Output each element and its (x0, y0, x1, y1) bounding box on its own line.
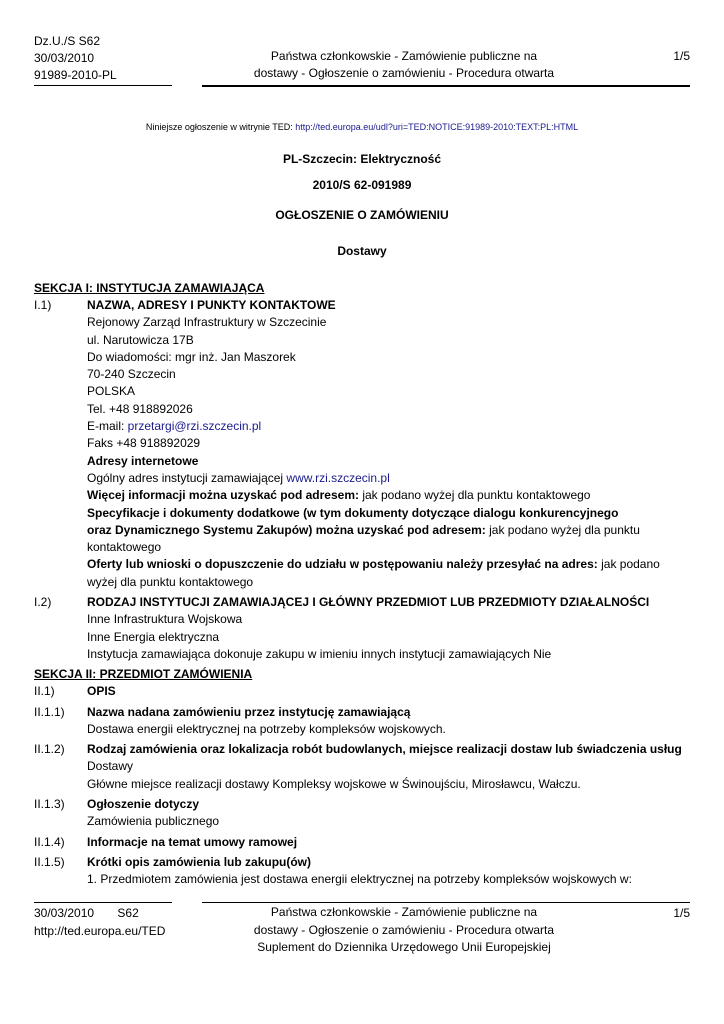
section-ii11 (34, 704, 690, 739)
short-description: 1. Przedmiotem zamówienia jest dostawa energii elektrycznej na potrzeby kompleksów wojskowych w: (87, 872, 632, 887)
section-heading: Rodzaj zamówienia oraz lokalizacja robót budowlanych, miejsce realizacji dostaw lub świadczenia usług (87, 742, 682, 757)
footer-title (204, 904, 604, 957)
section-1-title: SEKCJA I: INSTYTUCJA ZAMAWIAJĄCA (34, 281, 265, 295)
section-heading: Nazwa nadana zamówieniu przez instytucję zamawiającą (87, 704, 411, 719)
footer-page-number: 1/5 (673, 906, 690, 920)
section-ii15 (34, 854, 690, 889)
offers-value: jak podano wyżej dla punktu kontaktowego (87, 557, 660, 589)
purchase-behalf-line: Instytucja zamawiająca dokonuje zakupu w imieniu innych instytucji zamawiających Nie (87, 646, 552, 661)
section-number: II.1.3) (34, 797, 65, 812)
section-ii12 (34, 741, 690, 793)
footer-ref: S62 (117, 906, 139, 920)
section-i2 (34, 594, 690, 663)
ted-notice (0, 122, 724, 132)
spec-value: jak podano wyżej dla punktu kontaktowego (87, 522, 640, 555)
authority-city: 70-240 Szczecin (87, 367, 176, 382)
more-info-value: jak podano wyżej dla punktu kontaktowego (358, 488, 591, 503)
header-title-line1: Państwa członkowskie - Zamówienie publiczne na (270, 49, 538, 63)
section-number: I.2) (34, 595, 52, 610)
contract-title: Dostawa energii elektrycznej na potrzeby kompleksów wojskowych. (87, 721, 446, 736)
header-meta (34, 33, 117, 84)
general-address-link[interactable]: www.rzi.szczecin.pl (286, 470, 390, 485)
header-rule-right (202, 85, 690, 87)
section-heading: NAZWA, ADRESY I PUNKTY KONTAKTOWE (87, 298, 336, 312)
header-title (204, 48, 604, 82)
header-ref: Dz.U./S S62 (34, 34, 101, 48)
section-number: II.1) (34, 684, 55, 699)
more-info-line (87, 487, 690, 504)
spec-line (87, 522, 690, 557)
internet-heading: Adresy internetowe (87, 453, 199, 468)
section-number: II.1.4) (34, 834, 65, 849)
authority-street: ul. Narutowicza 17B (87, 332, 194, 347)
section-number: II.1.2) (34, 742, 65, 757)
general-address-line (87, 470, 690, 487)
page-footer (34, 902, 690, 962)
email-link[interactable]: przetargi@rzi.szczecin.pl (127, 419, 262, 434)
section-number: I.1) (34, 298, 52, 312)
ted-notice-prefix: Niniejsze ogłoszenie w witrynie TED: (145, 122, 296, 132)
notice-content (34, 280, 690, 889)
section-2-title: SEKCJA II: PRZEDMIOT ZAMÓWIENIA (34, 667, 253, 682)
footer-date: 30/03/2010 (34, 906, 95, 920)
footer-meta (34, 904, 165, 940)
header-date: 30/03/2010 (34, 51, 95, 65)
doc-category: Dostawy (337, 244, 387, 258)
activity-line: Inne Energia elektryczna (87, 629, 220, 644)
authority-tel: Tel. +48 918892026 (87, 401, 193, 416)
section-i1 (34, 297, 690, 591)
more-info-label: Więcej informacji można uzyskać pod adresem: (87, 488, 359, 503)
footer-rule-right (202, 902, 690, 903)
authority-email-line (87, 418, 690, 435)
section-heading: Krótki opis zamówienia lub zakupu(ów) (87, 854, 312, 869)
email-label: E-mail: (87, 419, 128, 434)
contract-type: Dostawy (87, 759, 134, 774)
offers-line (87, 556, 690, 591)
footer-url[interactable]: http://ted.europa.eu/TED (34, 924, 166, 938)
footer-rule-left (34, 902, 172, 903)
spec-label-line1: Specyfikacje i dokumenty dodatkowe (w tym dokumenty dotyczące dialogu konkurencyjnego (87, 505, 619, 520)
doc-place: PL-Szczecin: Elektryczność (282, 152, 442, 166)
footer-line2: dostawy - Ogłoszenie o zamówieniu - Procedura otwarta (253, 922, 555, 937)
authority-fax: Faks +48 918892029 (87, 436, 201, 451)
general-address-label: Ogólny adres instytucji zamawiającej (87, 470, 287, 485)
section-heading: RODZAJ INSTYTUCJI ZAMAWIAJĄCEJ I GŁÓWNY PRZEDMIOT LUB PRZEDMIOTY DZIAŁALNOŚCI (87, 595, 650, 610)
section-ii14 (34, 834, 690, 851)
section-heading: Informacje na temat umowy ramowej (87, 834, 298, 849)
section-ii1 (34, 683, 690, 700)
notice-involves: Zamówienia publicznego (87, 814, 220, 829)
section-ii13 (34, 796, 690, 831)
authority-attention: Do wiadomości: mgr inż. Jan Maszorek (87, 349, 296, 364)
authority-name: Rejonowy Zarząd Infrastruktury w Szczecinie (87, 315, 327, 330)
footer-line1: Państwa członkowskie - Zamówienie publiczne na (270, 905, 538, 919)
spec-label-line2: oraz Dynamicznego Systemu Zakupów) można uzyskać pod adresem: (87, 522, 486, 537)
authority-type-line: Inne Infrastruktura Wojskowa (87, 612, 243, 627)
doc-number: 2010/S 62-091989 (312, 178, 412, 192)
section-number: II.1.5) (34, 854, 65, 869)
header-page-number: 1/5 (673, 49, 690, 63)
authority-country: POLSKA (87, 384, 136, 399)
section-heading: Ogłoszenie dotyczy (87, 797, 200, 812)
section-heading: OPIS (87, 684, 116, 699)
header-title-line2: dostawy - Ogłoszenie o zamówieniu - Procedura otwarta (253, 66, 555, 80)
offers-label: Oferty lub wnioski o dopuszczenie do udziału w postępowaniu należy przesyłać na adres: (87, 557, 598, 572)
doc-type: OGŁOSZENIE O ZAMÓWIENIU (275, 208, 449, 222)
header-doc-id: 91989-2010-PL (34, 68, 117, 82)
section-number: II.1.1) (34, 704, 65, 719)
footer-line3: Suplement do Dziennika Urzędowego Unii Europejskiej (257, 940, 551, 954)
ted-notice-link[interactable]: http://ted.europa.eu/udl?uri=TED:NOTICE:91989-2010:TEXT:PL:HTML (295, 122, 579, 132)
page-header (34, 33, 690, 86)
delivery-location: Główne miejsce realizacji dostawy Kompleksy wojskowe w Świnoujściu, Mirosławcu, Wałczu. (87, 776, 581, 791)
header-rule-left (34, 85, 172, 86)
